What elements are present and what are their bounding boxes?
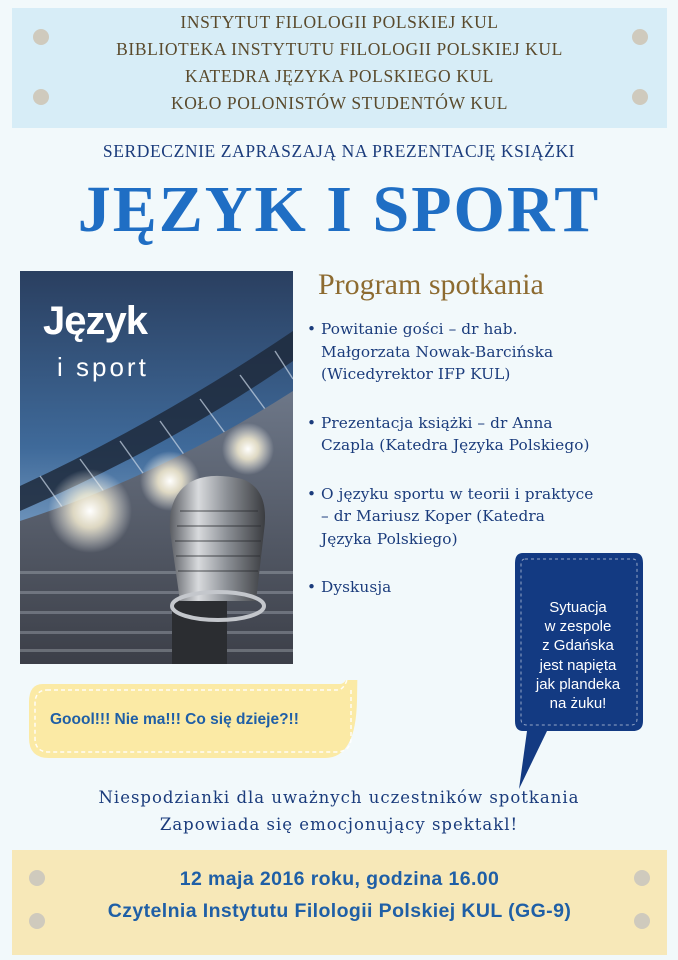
- program-item: • Prezentacja książki – dr Anna Czapla (Katedra Języka Polskiego): [304, 412, 676, 457]
- event-datetime: 12 maja 2016 roku, godzina 16.00: [179, 868, 500, 890]
- organizer-line: BIBLIOTEKA INSTYTUTU FILOLOGII POLSKIEJ KUL: [116, 39, 563, 59]
- quote-yellow: Goool!!! Nie ma!!! Co się dzieje?!!: [50, 711, 299, 728]
- event-details: [12, 850, 667, 955]
- invitation-text: SERDECZNIE ZAPRASZAJĄ NA PREZENTACJĘ KSIĄŻKI: [102, 141, 576, 161]
- surprise-line: Zapowiada się emocjonujący spektakl!: [159, 815, 519, 834]
- organizer-line: KOŁO POLONISTÓW STUDENTÓW KUL: [170, 93, 509, 113]
- cover-subtitle: i sport: [57, 352, 149, 382]
- organizers-header: [12, 8, 667, 128]
- program-item: • O języku sportu w teorii i praktyce – dr Mariusz Koper (Katedra Języka Polskiego): [304, 483, 676, 551]
- quote-blue: Sytuacja w zespole z Gdańska jest napięta jak plandeka na żuku!: [535, 599, 621, 713]
- program-item: • Dyskusja: [304, 576, 676, 599]
- program-item: • Powitanie gości – dr hab. Małgorzata Nowak-Barcińska (Wicedyrektor IFP KUL): [304, 318, 676, 386]
- organizer-line: INSTYTUT FILOLOGII POLSKIEJ KUL: [180, 12, 499, 32]
- surprise-line: Niespodzianki dla uważnych uczestników spotkania: [98, 788, 580, 807]
- program-heading: Program spotkania: [318, 268, 544, 301]
- event-place: Czytelnia Instytutu Filologii Polskiej KUL (GG-9): [107, 900, 572, 922]
- cover-title: Język: [43, 299, 147, 343]
- book-cover: [20, 271, 293, 664]
- organizer-line: KATEDRA JĘZYKA POLSKIEGO KUL: [185, 66, 494, 86]
- book-title: JĘZYK I SPORT: [77, 173, 601, 246]
